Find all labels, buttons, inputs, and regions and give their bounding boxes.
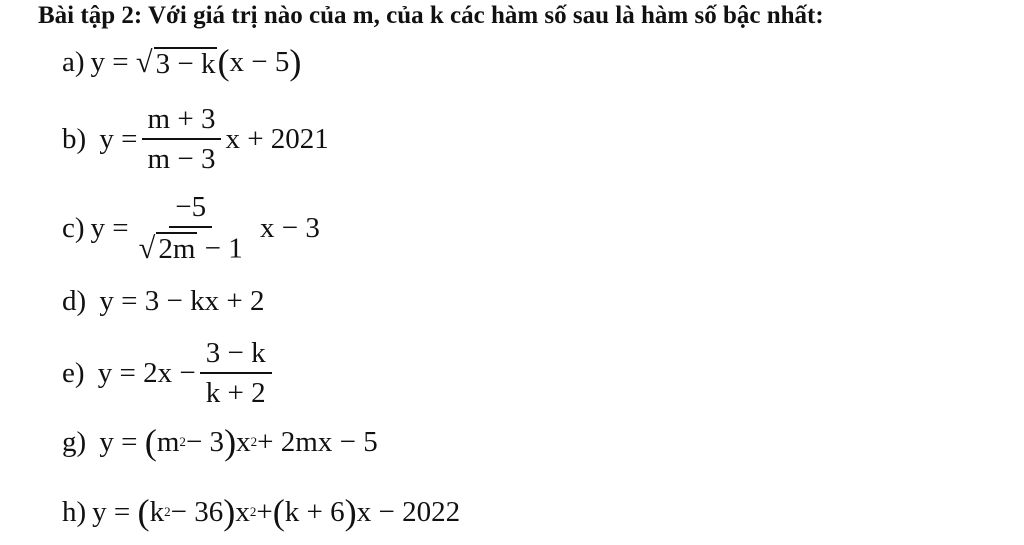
- sqrt-expression: √ 2m: [138, 230, 196, 266]
- numerator: 3 − k: [200, 338, 272, 374]
- numerator: m + 3: [142, 104, 222, 140]
- denominator: k + 2: [205, 377, 266, 410]
- item-label: h): [62, 495, 87, 528]
- equation: y = ( m 2 − 3 ) x 2 + 2mx − 5: [99, 422, 378, 462]
- item-d: [62, 285, 265, 318]
- fraction: [142, 104, 222, 175]
- item-label: c): [62, 211, 85, 244]
- equation: y = −5 √ 2m − 1 x − 3: [90, 191, 320, 266]
- item-h: [62, 494, 460, 530]
- item-label: d): [62, 285, 87, 317]
- denominator: m − 3: [147, 143, 216, 176]
- item-label: b): [62, 122, 87, 155]
- item-label: e): [62, 356, 85, 389]
- equation: y = $\frac{m + 3}{m - 3}$ x + 2021: [99, 103, 329, 176]
- fraction: [133, 192, 249, 265]
- equation: y = √ 3 − k ( x − 5 ): [90, 42, 302, 82]
- item-c: [62, 192, 320, 265]
- item-label: a): [62, 45, 85, 78]
- item-a: [62, 44, 301, 80]
- item-b: [62, 104, 329, 175]
- item-label: g): [62, 425, 87, 458]
- radical-sign: √: [138, 230, 156, 265]
- item-g: [62, 424, 378, 460]
- radical-sign: √: [135, 44, 153, 79]
- equation: y = 3 − kx + 2: [99, 285, 265, 317]
- fraction: [200, 338, 272, 409]
- numerator: −5: [169, 192, 212, 228]
- equation: y = ( k 2 − 36 ) x 2 + ( k + 6 ) x − 2022: [92, 492, 461, 532]
- denominator: √ 2m − 1: [138, 230, 243, 266]
- sqrt-expression: √ 3 − k: [135, 44, 216, 81]
- item-e: [62, 338, 276, 409]
- equation: y = 2x − $\frac{3 - k}{k + 2}$: [98, 338, 276, 409]
- exercise-title: Bài tập 2: Với giá trị nào của m, của k các hàm số sau là hàm số bậc nhất:: [38, 2, 824, 29]
